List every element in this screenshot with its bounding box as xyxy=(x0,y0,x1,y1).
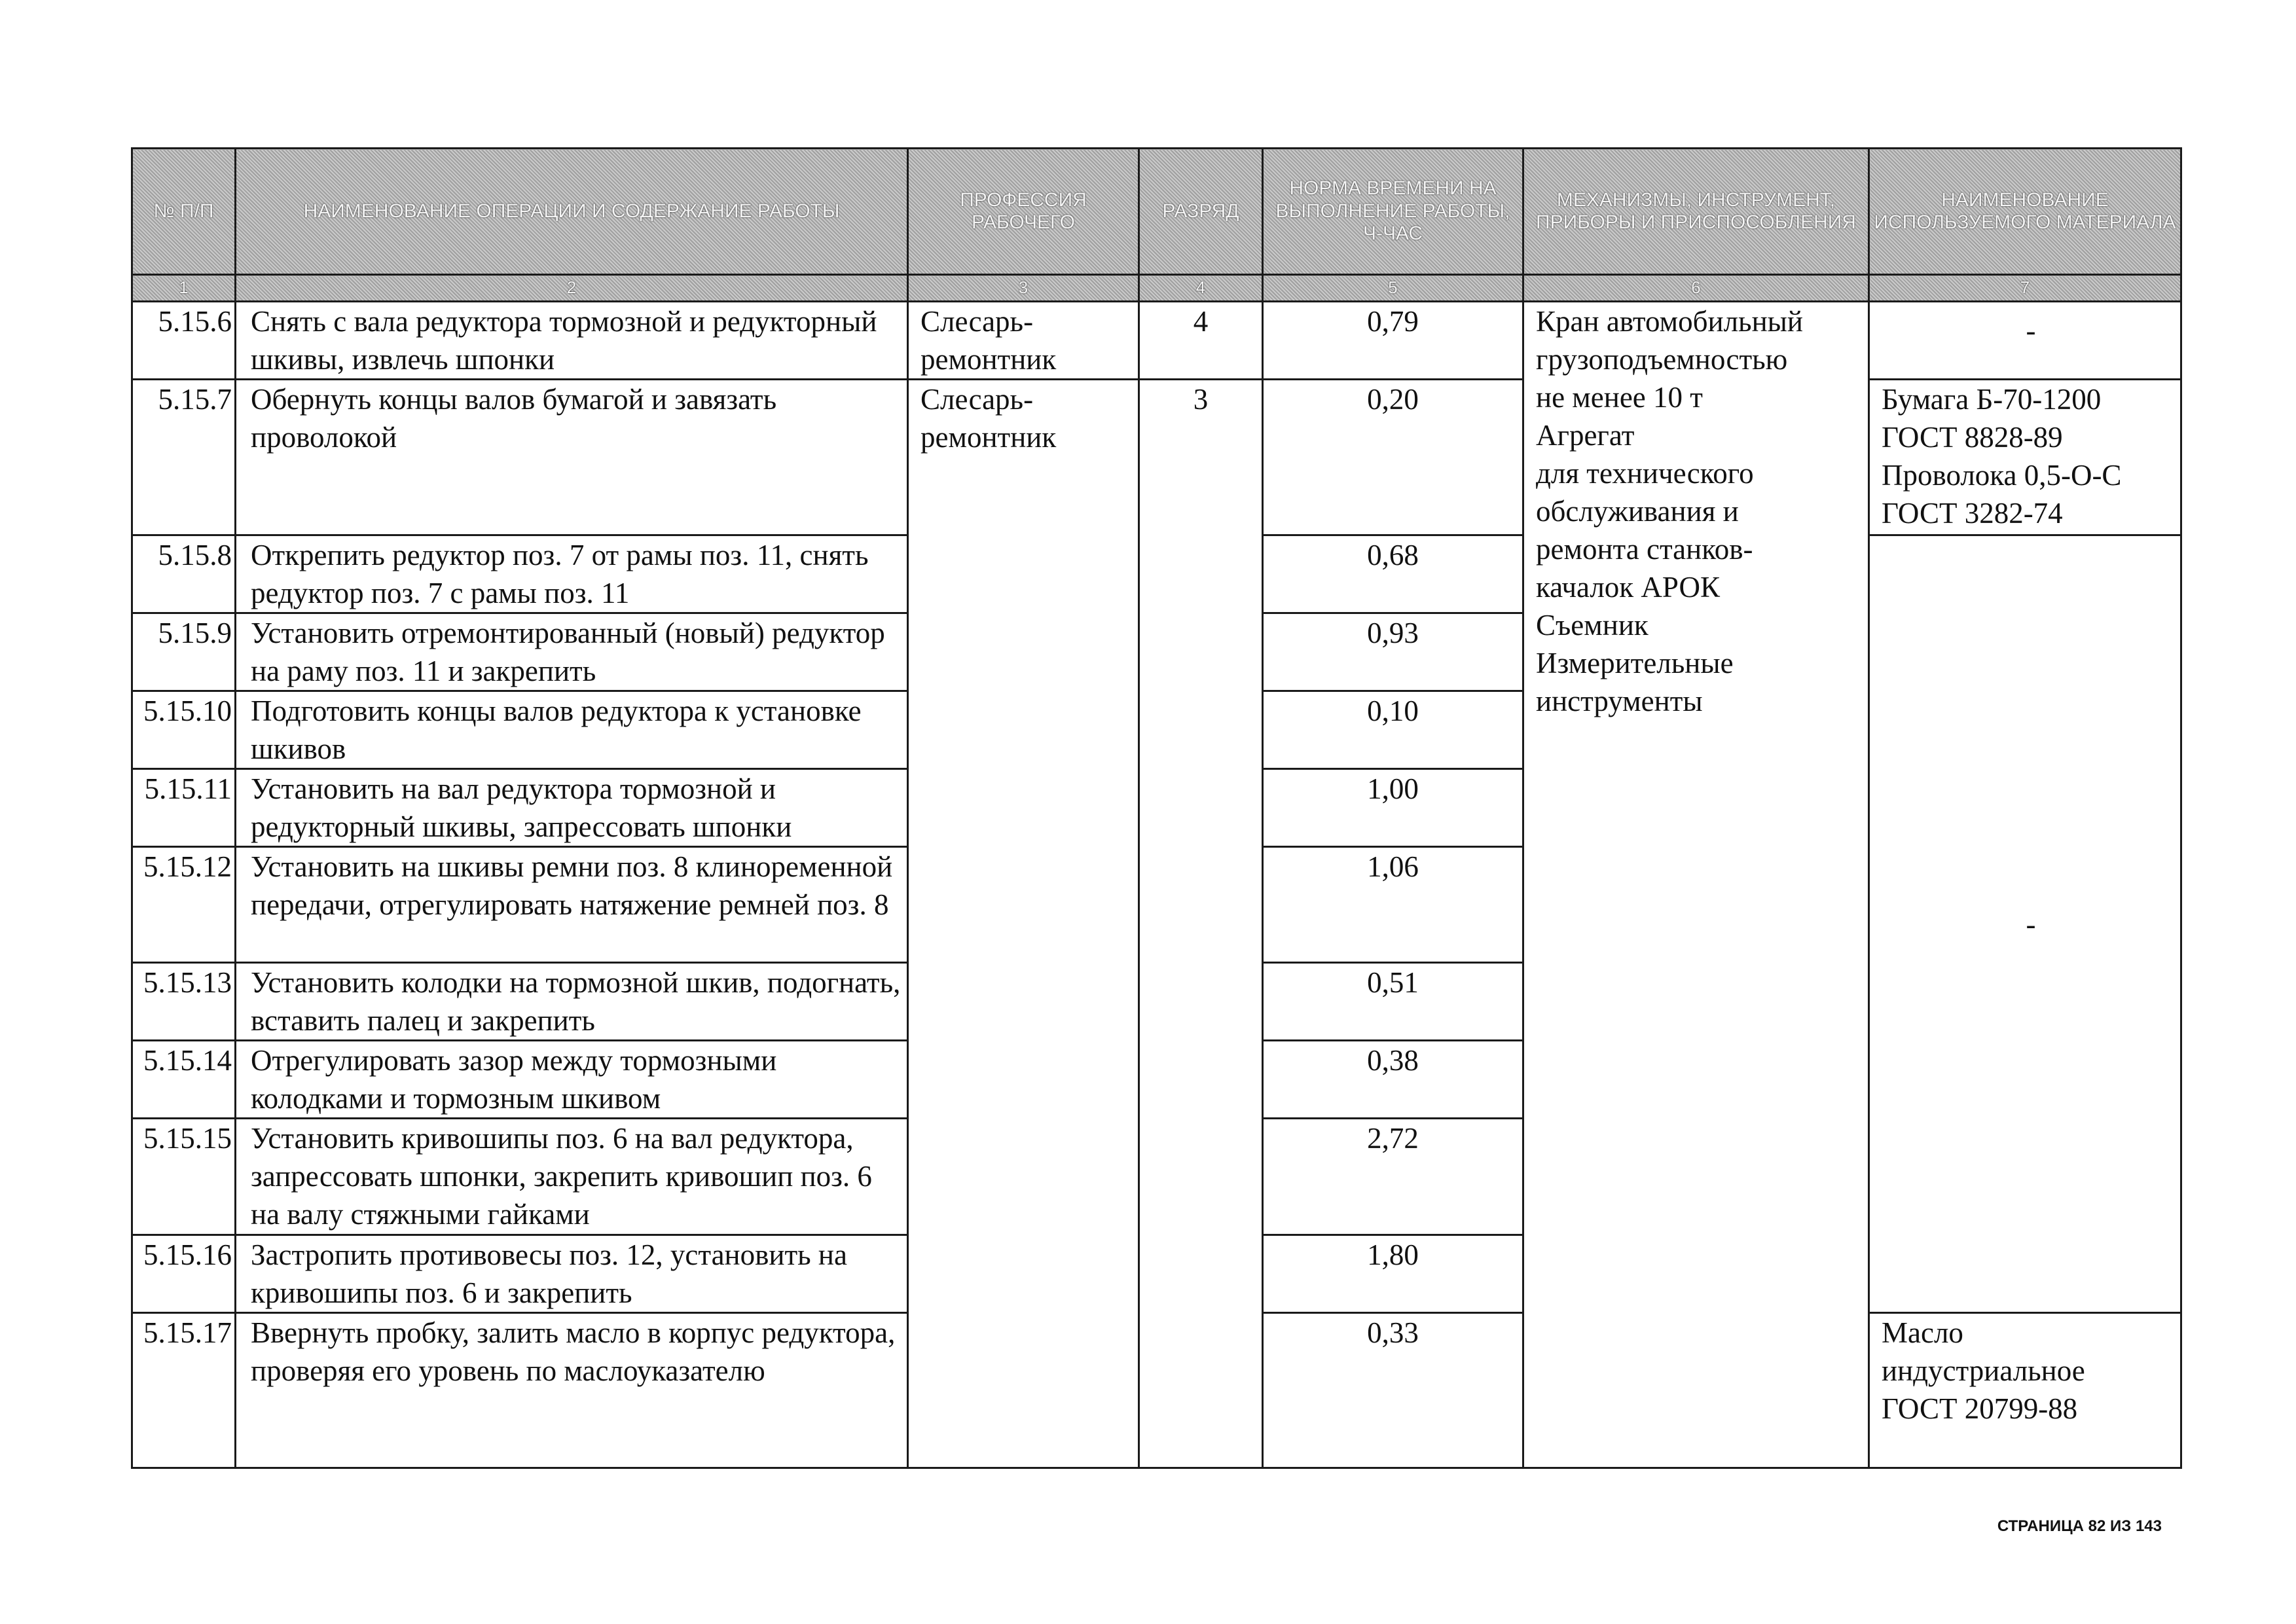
material-line: индустриальное xyxy=(1882,1354,2085,1387)
material-line: ГОСТ 3282-74 xyxy=(1882,497,2063,530)
page-number: СТРАНИЦА 82 ИЗ 143 xyxy=(1997,1517,2162,1535)
row-number: 5.15.7 xyxy=(132,380,236,535)
header-operation: НАИМЕНОВАНИЕ ОПЕРАЦИИ И СОДЕРЖАНИЕ РАБОТЫ xyxy=(236,149,908,275)
row-time-norm: 0,10 xyxy=(1263,691,1523,769)
row-operation: Подготовить концы валов редуктора к установке шкивов xyxy=(236,691,908,769)
mechanism-line: Кран автомобильный xyxy=(1536,305,1803,338)
row-number: 5.15.6 xyxy=(132,302,236,380)
header-number-row xyxy=(132,275,2181,302)
row-time-norm: 0,33 xyxy=(1263,1313,1523,1468)
row-operation: Установить на вал редуктора тормозной и редукторный шкивы, запрессовать шпонки xyxy=(236,769,908,847)
work-operations-table xyxy=(131,147,2182,1469)
header-grade: РАЗРЯД xyxy=(1139,149,1263,275)
row-grade: 3 xyxy=(1139,380,1263,1468)
row-profession: Слесарь-ремонтник xyxy=(908,302,1139,380)
row-time-norm: 0,38 xyxy=(1263,1041,1523,1119)
header-colnum-6: 6 xyxy=(1523,275,1869,302)
row-operation: Установить колодки на тормозной шкив, подогнать, вставить палец и закрепить xyxy=(236,963,908,1041)
row-operation: Установить отремонтированный (новый) редуктор на раму поз. 11 и закрепить xyxy=(236,613,908,691)
row-number: 5.15.9 xyxy=(132,613,236,691)
row-operation: Отрегулировать зазор между тормозными колодками и тормозным шкивом xyxy=(236,1041,908,1119)
mechanism-line: Агрегат xyxy=(1536,419,1635,452)
material-cell xyxy=(1869,380,2181,535)
row-number: 5.15.14 xyxy=(132,1041,236,1119)
row-time-norm: 0,79 xyxy=(1263,302,1523,380)
row-number: 5.15.15 xyxy=(132,1119,236,1235)
material-cell: - xyxy=(1869,302,2181,380)
table-row xyxy=(132,380,2181,535)
header-colnum-3: 3 xyxy=(908,275,1139,302)
mechanisms-cell xyxy=(1523,302,1869,1468)
table-row xyxy=(132,302,2181,380)
header-num: № П/П xyxy=(132,149,236,275)
header-colnum-7: 7 xyxy=(1869,275,2181,302)
row-operation: Открепить редуктор поз. 7 от рамы поз. 11, снять редуктор поз. 7 с рамы поз. 11 xyxy=(236,535,908,613)
row-number: 5.15.13 xyxy=(132,963,236,1041)
header-material: НАИМЕНОВАНИЕ ИСПОЛЬЗУЕМОГО МАТЕРИАЛА xyxy=(1869,149,2181,275)
material-cell xyxy=(1869,1313,2181,1468)
mechanism-line: не менее 10 т xyxy=(1536,381,1703,414)
row-profession: Слесарь-ремонтник xyxy=(908,380,1139,1468)
header-colnum-2: 2 xyxy=(236,275,908,302)
row-number: 5.15.16 xyxy=(132,1235,236,1313)
row-time-norm: 0,68 xyxy=(1263,535,1523,613)
mechanism-line: грузоподъемностью xyxy=(1536,343,1788,376)
row-time-norm: 2,72 xyxy=(1263,1119,1523,1235)
row-operation: Застропить противовесы поз. 12, установить на кривошипы поз. 6 и закрепить xyxy=(236,1235,908,1313)
row-time-norm: 0,51 xyxy=(1263,963,1523,1041)
header-colnum-5: 5 xyxy=(1263,275,1523,302)
row-number: 5.15.11 xyxy=(132,769,236,847)
mechanism-line: обслуживания и xyxy=(1536,495,1739,528)
header-colnum-1: 1 xyxy=(132,275,236,302)
row-time-norm: 1,00 xyxy=(1263,769,1523,847)
header-colnum-4: 4 xyxy=(1139,275,1263,302)
row-time-norm: 1,06 xyxy=(1263,847,1523,963)
row-operation: Установить кривошипы поз. 6 на вал редуктора, запрессовать шпонки, закрепить кривошип поз. 6 на валу стяжными гайками xyxy=(236,1119,908,1235)
header-profession: ПРОФЕССИЯ РАБОЧЕГО xyxy=(908,149,1139,275)
mechanism-line: инструменты xyxy=(1536,685,1703,717)
row-time-norm: 1,80 xyxy=(1263,1235,1523,1313)
header-time-norm: НОРМА ВРЕМЕНИ НА ВЫПОЛНЕНИЕ РАБОТЫ, Ч-ЧАС xyxy=(1263,149,1523,275)
material-cell: - xyxy=(1869,535,2181,1313)
mechanism-line: Измерительные xyxy=(1536,647,1734,679)
material-line: Масло xyxy=(1882,1316,1963,1349)
row-operation: Снять с вала редуктора тормозной и редукторный шкивы, извлечь шпонки xyxy=(236,302,908,380)
row-time-norm: 0,93 xyxy=(1263,613,1523,691)
mechanism-line: Съемник xyxy=(1536,609,1649,641)
row-number: 5.15.12 xyxy=(132,847,236,963)
material-line: Проволока 0,5-О-С xyxy=(1882,459,2122,492)
mechanism-line: качалок АРОК xyxy=(1536,571,1721,604)
header-mechanisms: МЕХАНИЗМЫ, ИНСТРУМЕНТ, ПРИБОРЫ И ПРИСПОСОБЛЕНИЯ xyxy=(1523,149,1869,275)
row-operation: Установить на шкивы ремни поз. 8 клиноременной передачи, отрегулировать натяжение ремней поз. 8 xyxy=(236,847,908,963)
row-number: 5.15.17 xyxy=(132,1313,236,1468)
row-number: 5.15.10 xyxy=(132,691,236,769)
header-row xyxy=(132,149,2181,275)
material-line: ГОСТ 8828-89 xyxy=(1882,421,2063,454)
row-number: 5.15.8 xyxy=(132,535,236,613)
row-time-norm: 0,20 xyxy=(1263,380,1523,535)
row-operation: Ввернуть пробку, залить масло в корпус редуктора, проверяя его уровень по маслоуказателю xyxy=(236,1313,908,1468)
material-line: ГОСТ 20799-88 xyxy=(1882,1392,2078,1425)
mechanism-line: ремонта станков- xyxy=(1536,533,1753,566)
row-grade: 4 xyxy=(1139,302,1263,380)
material-line: Бумага Б-70-1200 xyxy=(1882,383,2102,416)
mechanism-line: для технического xyxy=(1536,457,1754,490)
row-operation: Обернуть концы валов бумагой и завязать проволокой xyxy=(236,380,908,535)
